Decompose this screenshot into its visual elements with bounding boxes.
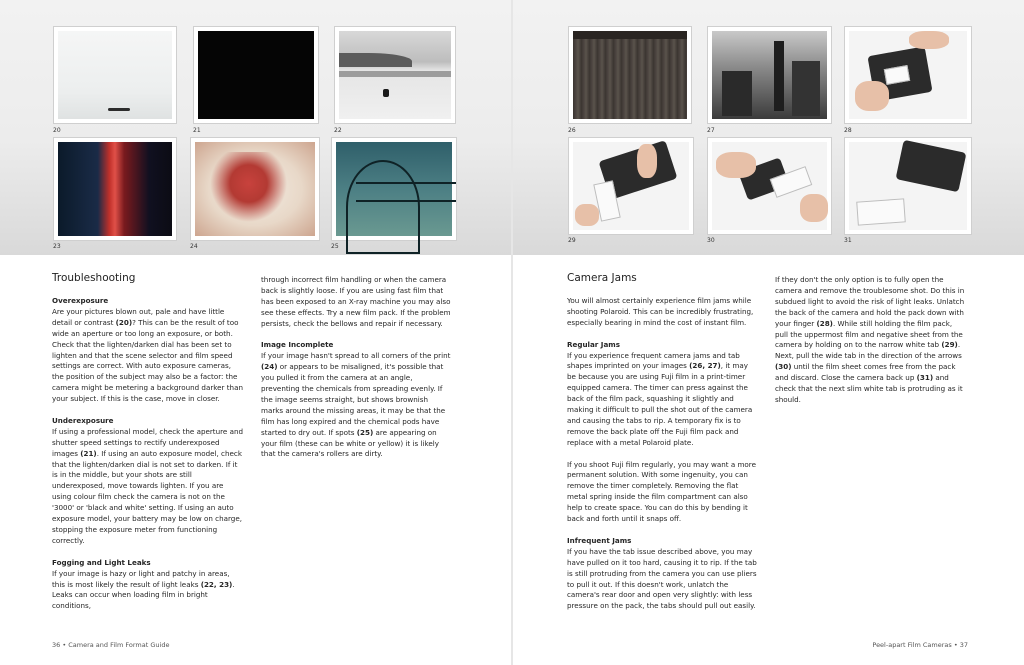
paragraph: If they don't the only option is to fully open the camera and remove the troublesome shot. Do this in subdued light to avoid the risk of light leaks. Unlatch the back of the camera and hold the pack down with your finger (28). While still holding the film pack, pull the uppermost film and negative sheet from the camera by holding on to the narrow white tab (29). Next, pull the wide tab in the direction of the arrows (30) until the film sheet comes free from the pack and discard. Close the camera back up (31) and check that the next slim white tab is protruding as it should. — [775, 275, 965, 404]
photo-city-night — [707, 26, 832, 124]
figure-number: 29 — [568, 237, 576, 244]
right-column-2 — [775, 275, 967, 417]
figure-number: 22 — [334, 127, 342, 134]
paragraph: If using a professional model, check the aperture and shutter speed settings to rectify underexposed images (21). If using an auto exposure model, check that the lighten/darken dial is not set to darken. If it is in the middle, but your shots are still underexposed, move towards lighten. If you are using colour film check the camera is not on the '3000' or 'black and white' setting. If using an auto exposure model, your battery may be low on charge, stopping the exposure meter from functioning correctly. — [52, 426, 244, 545]
subheading: Infrequent Jams — [567, 535, 632, 545]
subheading: Fogging and Light Leaks — [52, 557, 151, 567]
subheading: Regular Jams — [567, 339, 620, 349]
figure-number: 27 — [707, 127, 715, 134]
photo-overexposed — [53, 26, 177, 124]
subheading: Underexposure — [52, 415, 114, 425]
paragraph: If you shoot Fuji film regularly, you may want a more permanent solution. With some ingenuity, you can remove the timer completely. Removing the flat metal spring inside the film compartment can also help to create space. You can do this by bending it back and forth until it snaps off. — [567, 459, 756, 524]
figure-number: 25 — [331, 243, 339, 250]
figure-number: 31 — [844, 237, 852, 244]
figure-number: 21 — [193, 127, 201, 134]
figure-number: 28 — [844, 127, 852, 134]
photo-incomplete-plant — [190, 137, 320, 241]
left-column-1 — [52, 296, 244, 623]
photo-close-camera — [844, 137, 972, 235]
photo-beach-light-leak — [334, 26, 456, 124]
figure-number: 24 — [190, 243, 198, 250]
figure-number: 20 — [53, 127, 61, 134]
paragraph: through incorrect film handling or when the camera back is slightly loose. If you are using fast film that has been exposed to an X-ray machine you may also see these effects. Try a new film pack. If the problem persists, check the bellows and repair if necessary. — [261, 275, 451, 328]
figure-number: 26 — [568, 127, 576, 134]
figure-number: 30 — [707, 237, 715, 244]
page-footer-right: Peel-apart Film Cameras • 37 — [872, 641, 968, 649]
photo-red-light-leak — [53, 137, 177, 241]
photo-tab-marks — [568, 26, 692, 124]
photo-pull-narrow-tab — [568, 137, 694, 235]
page-gutter — [511, 0, 513, 665]
photo-spots-structure — [331, 137, 457, 241]
section-title: Camera Jams — [567, 272, 637, 284]
paragraph: You will almost certainly experience film jams while shooting Polaroid. This can be incredibly frustrating, especially bearing in mind the cost of instant film. — [567, 296, 754, 327]
photo-underexposed — [193, 26, 319, 124]
page-footer-left: 36 • Camera and Film Format Guide — [52, 641, 170, 649]
figure-number: 23 — [53, 243, 61, 250]
paragraph: If you experience frequent camera jams and tab shapes imprinted on your images (26, 27), it may be because you are using Fuji film in a print-timer equipped camera. The timer can press against the back of the film pack, squashing it slightly and making it difficult to pull the shot out of the camera and causing the tabs to rip. A temporary fix is to remove the back plate off the Fuji film pack and replace with a metal Polaroid plate. — [567, 350, 753, 447]
left-column-2 — [261, 275, 451, 471]
right-column-1 — [567, 296, 757, 623]
paragraph: Are your pictures blown out, pale and have little detail or contrast (20)? This can be the result of too wide an aperture or too long an exposure, or both. Check that the lighten/darken dial has been set to lighten and that the scene selector and film speed settings are correct. With auto exposure cameras, the position of the subject may also be a factor: the camera might be metering a background darker than your subject. If this is the case, move in closer. — [52, 306, 243, 404]
subheading: Image Incomplete — [261, 340, 334, 350]
paragraph: If your image hasn't spread to all corners of the print (24) or appears to be misaligned, it's possible that you pulled it from the camera at an angle, preventing the chemicals from spreading evenly. If the image seems straight, but shows brownish marks around the missing areas, it may be that the film has long expired and the chemical pods have started to dry out. If spots (25) are appearing on your film (these can be white or yellow) it is likely that the camera's rollers are dirty. — [261, 351, 451, 459]
section-title: Troubleshooting — [52, 272, 136, 284]
photo-hold-film-pack — [844, 26, 972, 124]
subheading: Overexposure — [52, 296, 109, 305]
photo-pull-wide-tab — [707, 137, 832, 235]
paragraph: If you have the tab issue described above, you may have pulled on it too hard, causing it to rip. If the tab is still protruding from the camera you can use pliers to pull it out. If this doesn't work, unlatch the camera's rear door and open very slightly: with less pressure on the pack, the tabs should pull out easily. — [567, 546, 757, 611]
paragraph: If your image is hazy or light and patchy in areas, this is most likely the result of light leaks (22, 23). Leaks can occur when loading film in bright conditions, — [52, 568, 235, 611]
